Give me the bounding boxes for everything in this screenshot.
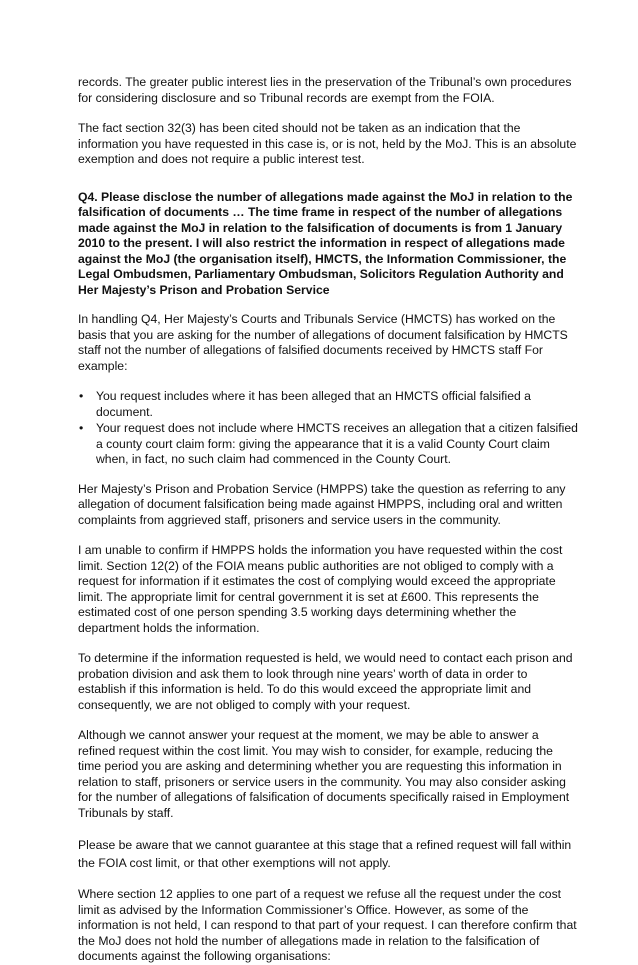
list-item-text: You request includes where it has been alleged that an HMCTS official falsified a document. <box>96 389 531 419</box>
list-item <box>78 421 578 468</box>
paragraph: Please be aware that we cannot guarantee at this stage that a refined request will fall within the FOIA cost limit, or that other exemptions will not apply. <box>78 838 572 870</box>
bullet-list <box>78 389 578 468</box>
paragraph: The fact section 32(3) has been cited should not be taken as an indication that the information you have requested in this case is, or is not, held by the MoJ. This is an absolute exemption and does not require a public interest test. <box>78 121 577 166</box>
paragraph: To determine if the information requested is held, we would need to contact each prison and probation division and ask them to look through nine years’ worth of data in order to establish if this information is held. To do this would exceed the appropriate limit and consequently, we are not obliged to comply with your request. <box>78 651 573 712</box>
paragraph: In handling Q4, Her Majesty’s Courts and Tribunals Service (HMCTS) has worked on the basis that you are asking for the number of allegations of document falsification by HMCTS staff not the number of allegations of falsified documents received by HMCTS staff For example: <box>78 312 568 373</box>
paragraph: Her Majesty’s Prison and Probation Service (HMPPS) take the question as referring to any allegation of document falsification being made against HMPPS, including oral and written complaints from aggrieved staff, prisoners and service users in the community. <box>78 481 566 527</box>
bullet-icon: • <box>79 389 84 403</box>
list-item <box>78 389 578 420</box>
question-heading: Q4. Please disclose the number of allegations made against the MoJ in relation to the falsification of documents … The time frame in respect of the number of allegations made against the MoJ in relation to the falsification of documents is from 1 January 2010 to the present. I will also restrict the information in respect of allegations made against the MoJ (the organisation itself), HMCTS, the Information Commissioner, the Legal Ombudsmen, Parliamentary Ombudsman, Solicitors Regulation Authority and Her Majesty’s Prison and Probation Service <box>78 189 573 297</box>
bullet-icon: • <box>79 421 84 435</box>
paragraph: Where section 12 applies to one part of a request we refuse all the request under the cost limit as advised by the Information Commissioner’s Office. However, as some of the information is not held, I can respond to that part of your request. I can therefore confirm that the MoJ does not hold the number of allegations made in relation to the falsification of documents against the following organisations: <box>78 887 577 963</box>
paragraph: Although we cannot answer your request at the moment, we may be able to answer a refined request within the cost limit. You may wish to consider, for example, reducing the time period you are asking and determining whether you are requesting this information in relation to staff, prisoners or service users in the community. You may also consider asking for the number of allegations of falsification of documents specifically raised in Employment Tribunals by staff. <box>78 728 570 820</box>
paragraph: records. The greater public interest lies in the preservation of the Tribunal’s own procedures for considering disclosure and so Tribunal records are exempt from the FOIA. <box>78 75 572 105</box>
list-item-text: Your request does not include where HMCTS receives an allegation that a citizen falsified a county court claim form: giving the appearance that it is a valid County Court claim when, in fact, no such claim had commenced in the County Court. <box>96 421 578 466</box>
paragraph: I am unable to confirm if HMPPS holds the information you have requested within the cost limit. Section 12(2) of the FOIA means public authorities are not obliged to comply with a request for information if it estimates the cost of complying would exceed the appropriate limit. The appropriate limit for central government it is set at £600. This represents the estimated cost of one person spending 3.5 working days determining whether the department holds the information. <box>78 543 563 635</box>
